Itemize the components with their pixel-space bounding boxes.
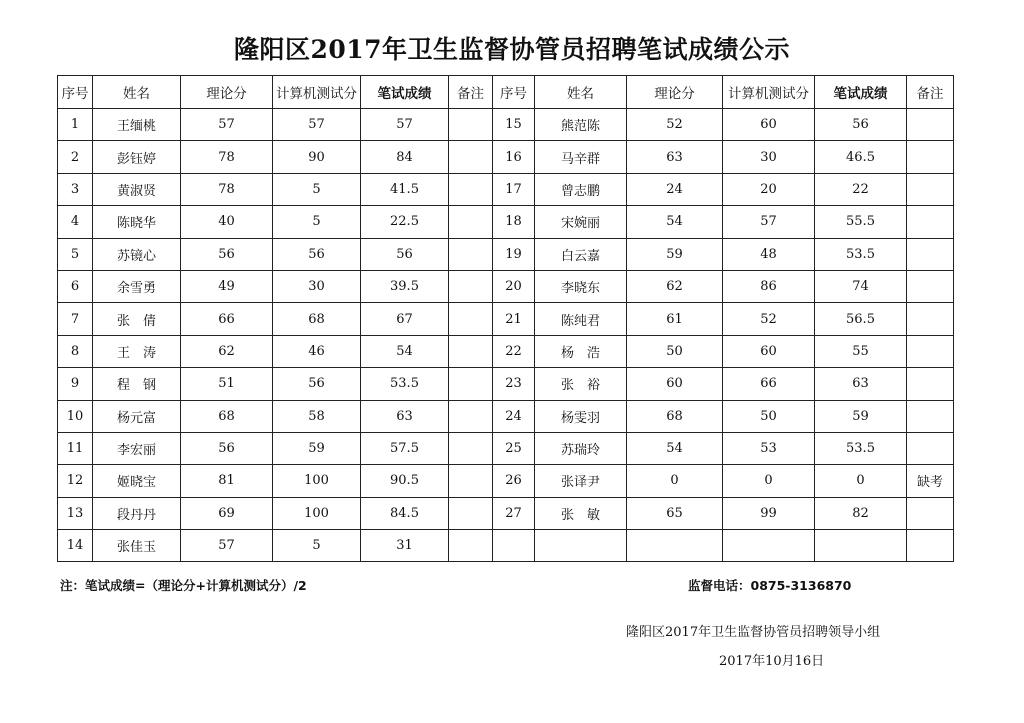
score-table	[57, 75, 954, 562]
table-cell: 82	[815, 497, 907, 529]
table-cell: 63	[627, 141, 723, 173]
table-cell: 66	[181, 303, 273, 335]
column-header: 姓名	[535, 76, 627, 109]
table-cell: 张 敏	[535, 497, 627, 529]
table-cell	[449, 465, 493, 497]
table-cell	[907, 400, 954, 432]
column-header: 理论分	[181, 76, 273, 109]
table-row	[58, 335, 954, 367]
table-cell: 11	[58, 432, 93, 464]
table-cell: 5	[273, 206, 361, 238]
table-cell: 12	[58, 465, 93, 497]
table-cell: 25	[493, 432, 535, 464]
issuing-organization: 隆阳区2017年卫生监督协管员招聘领导小组	[626, 625, 881, 640]
table-cell: 0	[815, 465, 907, 497]
table-cell: 53	[723, 432, 815, 464]
table-cell: 18	[493, 206, 535, 238]
table-cell	[723, 530, 815, 562]
table-cell: 86	[723, 270, 815, 302]
table-cell: 57	[181, 109, 273, 141]
table-cell: 62	[181, 335, 273, 367]
table-cell: 56	[273, 238, 361, 270]
table-cell: 46	[273, 335, 361, 367]
table-cell: 曾志鹏	[535, 173, 627, 205]
table-cell: 宋婉丽	[535, 206, 627, 238]
table-cell: 20	[493, 270, 535, 302]
table-cell: 程 钢	[93, 368, 181, 400]
table-cell: 22	[493, 335, 535, 367]
table-cell: 张译尹	[535, 465, 627, 497]
table-cell: 99	[723, 497, 815, 529]
table-cell: 53.5	[815, 238, 907, 270]
table-cell: 王 涛	[93, 335, 181, 367]
table-cell: 31	[361, 530, 449, 562]
table-cell	[449, 368, 493, 400]
table-cell: 22	[815, 173, 907, 205]
table-cell: 张 倩	[93, 303, 181, 335]
table-cell: 0	[627, 465, 723, 497]
table-cell	[449, 238, 493, 270]
table-cell: 缺考	[907, 465, 954, 497]
table-cell: 24	[493, 400, 535, 432]
table-row	[58, 530, 954, 562]
table-cell: 26	[493, 465, 535, 497]
table-cell: 68	[181, 400, 273, 432]
table-cell: 1	[58, 109, 93, 141]
table-cell	[907, 530, 954, 562]
table-cell: 10	[58, 400, 93, 432]
table-cell: 苏镜心	[93, 238, 181, 270]
column-header: 备注	[907, 76, 954, 109]
table-cell: 21	[493, 303, 535, 335]
table-cell: 4	[58, 206, 93, 238]
table-cell	[907, 270, 954, 302]
table-cell: 56	[815, 109, 907, 141]
table-cell: 熊范陈	[535, 109, 627, 141]
table-cell: 58	[273, 400, 361, 432]
column-header: 笔试成绩	[361, 76, 449, 109]
table-cell: 余雪勇	[93, 270, 181, 302]
column-header: 姓名	[93, 76, 181, 109]
table-cell	[449, 530, 493, 562]
table-cell: 52	[627, 109, 723, 141]
table-cell: 74	[815, 270, 907, 302]
table-cell: 68	[627, 400, 723, 432]
table-cell	[449, 432, 493, 464]
supervision-phone: 监督电话：0875-3136870	[688, 578, 852, 593]
table-cell: 56	[181, 238, 273, 270]
column-header: 序号	[58, 76, 93, 109]
table-cell: 16	[493, 141, 535, 173]
table-cell: 陈纯君	[535, 303, 627, 335]
table-cell	[449, 400, 493, 432]
table-cell: 王缅桃	[93, 109, 181, 141]
table-cell: 52	[723, 303, 815, 335]
table-cell: 53.5	[361, 368, 449, 400]
table-cell: 陈晓华	[93, 206, 181, 238]
table-cell: 8	[58, 335, 93, 367]
table-cell	[815, 530, 907, 562]
table-row	[58, 400, 954, 432]
table-cell: 63	[815, 368, 907, 400]
column-header: 计算机测试分	[273, 76, 361, 109]
table-cell: 黄淑贤	[93, 173, 181, 205]
table-cell	[449, 173, 493, 205]
table-cell: 段丹丹	[93, 497, 181, 529]
table-row	[58, 303, 954, 335]
table-row	[58, 141, 954, 173]
table-cell: 60	[723, 335, 815, 367]
table-cell	[907, 303, 954, 335]
table-cell	[449, 206, 493, 238]
table-row	[58, 465, 954, 497]
table-cell: 20	[723, 173, 815, 205]
table-cell: 杨 浩	[535, 335, 627, 367]
table-cell	[907, 368, 954, 400]
table-cell: 23	[493, 368, 535, 400]
table-cell: 65	[627, 497, 723, 529]
table-cell: 14	[58, 530, 93, 562]
table-cell: 7	[58, 303, 93, 335]
table-cell: 李晓东	[535, 270, 627, 302]
page-title: 隆阳区2017年卫生监督协管员招聘笔试成绩公示	[233, 35, 791, 64]
table-cell: 63	[361, 400, 449, 432]
table-cell	[907, 141, 954, 173]
column-header: 序号	[493, 76, 535, 109]
table-cell: 杨元富	[93, 400, 181, 432]
table-cell: 杨雯羽	[535, 400, 627, 432]
table-cell: 2	[58, 141, 93, 173]
column-header: 计算机测试分	[723, 76, 815, 109]
table-cell: 56	[181, 432, 273, 464]
table-cell: 27	[493, 497, 535, 529]
table-cell: 59	[815, 400, 907, 432]
table-cell: 5	[273, 530, 361, 562]
table-cell	[449, 303, 493, 335]
table-cell: 59	[273, 432, 361, 464]
table-cell: 白云嘉	[535, 238, 627, 270]
table-cell	[449, 335, 493, 367]
table-cell: 13	[58, 497, 93, 529]
table-header-row	[58, 76, 954, 109]
table-cell: 24	[627, 173, 723, 205]
table-cell: 56	[273, 368, 361, 400]
table-cell: 84.5	[361, 497, 449, 529]
table-row	[58, 368, 954, 400]
table-cell: 姬晓宝	[93, 465, 181, 497]
table-cell: 彭钰婷	[93, 141, 181, 173]
table-cell	[449, 109, 493, 141]
table-cell: 张佳玉	[93, 530, 181, 562]
table-cell: 60	[723, 109, 815, 141]
table-cell: 69	[181, 497, 273, 529]
table-cell: 6	[58, 270, 93, 302]
column-header: 理论分	[627, 76, 723, 109]
table-cell: 59	[627, 238, 723, 270]
table-cell: 15	[493, 109, 535, 141]
table-cell: 54	[627, 206, 723, 238]
table-cell: 53.5	[815, 432, 907, 464]
table-cell: 22.5	[361, 206, 449, 238]
table-cell	[449, 497, 493, 529]
table-cell	[493, 530, 535, 562]
table-cell: 苏瑞玲	[535, 432, 627, 464]
table-cell: 78	[181, 173, 273, 205]
table-cell: 5	[273, 173, 361, 205]
table-cell: 5	[58, 238, 93, 270]
table-cell: 51	[181, 368, 273, 400]
table-row	[58, 270, 954, 302]
table-cell: 张 裕	[535, 368, 627, 400]
table-row	[58, 206, 954, 238]
table-cell: 46.5	[815, 141, 907, 173]
table-cell: 李宏丽	[93, 432, 181, 464]
table-cell: 57	[273, 109, 361, 141]
table-cell	[907, 238, 954, 270]
table-cell: 49	[181, 270, 273, 302]
table-cell: 62	[627, 270, 723, 302]
table-cell	[907, 432, 954, 464]
table-cell: 60	[627, 368, 723, 400]
table-cell: 17	[493, 173, 535, 205]
table-cell: 41.5	[361, 173, 449, 205]
table-cell: 0	[723, 465, 815, 497]
formula-note: 注：笔试成绩=（理论分+计算机测试分）/2	[60, 578, 307, 593]
table-cell: 90.5	[361, 465, 449, 497]
table-cell: 40	[181, 206, 273, 238]
table-cell: 54	[361, 335, 449, 367]
table-cell: 56.5	[815, 303, 907, 335]
table-row	[58, 432, 954, 464]
table-cell: 56	[361, 238, 449, 270]
table-cell: 30	[723, 141, 815, 173]
table-cell: 61	[627, 303, 723, 335]
table-cell: 81	[181, 465, 273, 497]
table-cell: 30	[273, 270, 361, 302]
table-cell	[535, 530, 627, 562]
table-cell: 48	[723, 238, 815, 270]
table-cell	[907, 497, 954, 529]
table-cell: 55	[815, 335, 907, 367]
table-cell	[627, 530, 723, 562]
table-row	[58, 497, 954, 529]
table-cell: 9	[58, 368, 93, 400]
column-header: 笔试成绩	[815, 76, 907, 109]
table-cell: 55.5	[815, 206, 907, 238]
table-cell: 66	[723, 368, 815, 400]
table-cell: 100	[273, 465, 361, 497]
table-row	[58, 173, 954, 205]
table-cell	[449, 270, 493, 302]
table-cell: 78	[181, 141, 273, 173]
table-cell: 100	[273, 497, 361, 529]
table-cell: 57	[361, 109, 449, 141]
issue-date: 2017年10月16日	[719, 654, 825, 669]
table-cell: 39.5	[361, 270, 449, 302]
table-cell: 19	[493, 238, 535, 270]
table-cell: 马辛群	[535, 141, 627, 173]
table-cell: 57	[723, 206, 815, 238]
table-cell: 57.5	[361, 432, 449, 464]
table-cell	[907, 109, 954, 141]
table-row	[58, 238, 954, 270]
table-row	[58, 109, 954, 141]
table-cell: 90	[273, 141, 361, 173]
table-cell: 67	[361, 303, 449, 335]
table-cell	[449, 141, 493, 173]
table-cell: 68	[273, 303, 361, 335]
table-cell	[907, 206, 954, 238]
column-header: 备注	[449, 76, 493, 109]
table-cell: 84	[361, 141, 449, 173]
table-cell	[907, 335, 954, 367]
table-cell: 57	[181, 530, 273, 562]
table-cell	[907, 173, 954, 205]
table-cell: 54	[627, 432, 723, 464]
table-cell: 3	[58, 173, 93, 205]
table-cell: 50	[627, 335, 723, 367]
table-cell: 50	[723, 400, 815, 432]
